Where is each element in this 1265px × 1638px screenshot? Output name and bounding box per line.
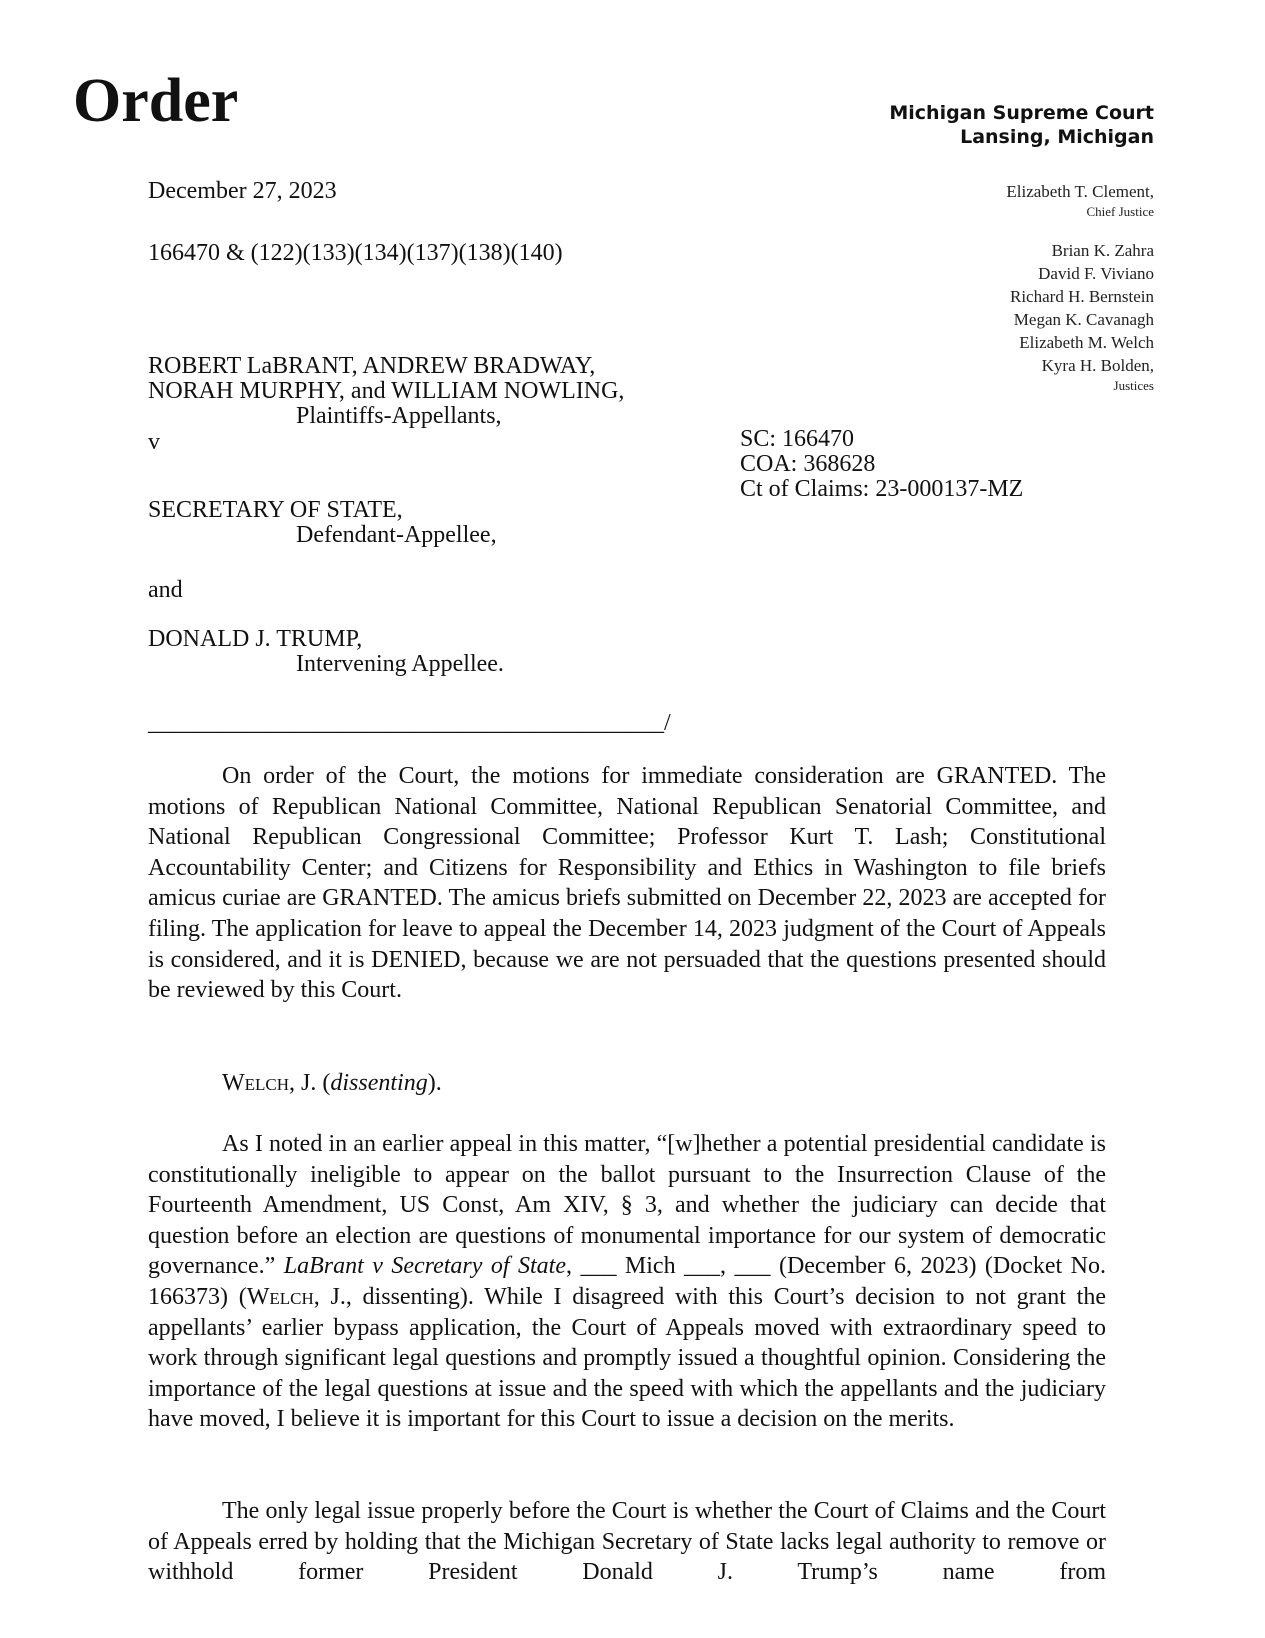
dissent-judge: Welch, J. xyxy=(222,1070,317,1096)
court-location: Lansing, Michigan xyxy=(960,126,1154,148)
court-header xyxy=(889,101,1154,149)
justice-name: Megan K. Cavanagh xyxy=(1013,310,1154,329)
versus: v xyxy=(148,429,160,455)
defendant-name: SECRETARY OF STATE, xyxy=(148,497,403,523)
court-name: Michigan Supreme Court xyxy=(889,102,1154,124)
dissent-heading: Welch, J. (dissenting). xyxy=(222,1070,442,1096)
case-numbers xyxy=(740,427,1023,502)
order-date: December 27, 2023 xyxy=(148,178,337,204)
justice-name: Kyra H. Bolden, xyxy=(1041,356,1154,375)
chief-justice-title: Chief Justice xyxy=(1086,204,1154,219)
plaintiffs-line-1: ROBERT LaBRANT, ANDREW BRADWAY, xyxy=(148,353,596,379)
plaintiffs-role: Plaintiffs-Appellants, xyxy=(296,403,502,429)
order-title: Order xyxy=(73,67,239,135)
and-connector: and xyxy=(148,577,183,603)
case-citation: LaBrant v Secretary of State xyxy=(283,1253,566,1280)
sc-number: SC: 166470 xyxy=(740,426,855,452)
chief-justice-name: Elizabeth T. Clement, xyxy=(1006,182,1154,201)
dissent-label: dissenting xyxy=(330,1070,428,1096)
claims-number: Ct of Claims: 23-000137-MZ xyxy=(740,476,1024,502)
justices-title: Justices xyxy=(1113,378,1154,393)
coa-number: COA: 368628 xyxy=(740,451,876,477)
justice-name: Richard H. Bernstein xyxy=(1010,287,1154,306)
justice-name: Elizabeth M. Welch xyxy=(1019,333,1154,352)
caption-separator: ___________________________________________/ xyxy=(148,710,671,736)
intervenor-role: Intervening Appellee. xyxy=(296,651,504,677)
justice-name: David F. Viviano xyxy=(1038,264,1154,283)
plaintiffs-line-2: NORAH MURPHY, and WILLIAM NOWLING, xyxy=(148,378,625,404)
order-paragraph: On order of the Court, the motions for immediate consideration are GRANTED. The motions of Republican National Committee, National Republican Senatorial Committee, and National Republican Congressional Committee; Professor Kurt T. Lash; Constitutional Accountability Center; and Citizens for Responsibility and Ethics in Washington to file briefs amicus curiae are GRANTED. The amicus briefs submitted on December 22, 2023 are accepted for filing. The application for leave to appeal the December 14, 2023 judgment of the Court of Appeals is considered, and it is DENIED, because we are not persuaded that the questions presented should be reviewed by this Court. xyxy=(148,763,1106,1004)
defendant-role: Defendant-Appellee, xyxy=(296,522,497,548)
dissent-paragraph-2: The only legal issue properly before the Court is whether the Court of Claims and the Court of Appeals erred by holding that the Michigan Secretary of State lacks legal authority to remove or withhold former President Donald J. Trump’s name from xyxy=(148,1498,1106,1586)
dissent-paragraph-1: As I noted in an earlier appeal in this matter, “[w]hether a potential presidential candidate is constitutionally ineligible to appear on the ballot pursuant to the Insurrection Clause of the Fourteenth Amendment, US Const, Am XIV, § 3, and whether the judiciary can decide that question before an election are questions of monumental importance for our system of democratic governance.” LaBrant v Secretary of State, ___ Mich ___, ___ (December 6, 2023) (Docket No. 166373) (Welch, J., dissenting). While I disagreed with this Court’s decision to not grant the appellants’ earlier bypass application, the Court of Appeals moved with extraordinary speed to work through significant legal questions and promptly issued a thoughtful opinion. Considering the importance of the legal questions at issue and the speed with which the appellants and the judiciary have moved, I believe it is important for this Court to issue a decision on the merits. xyxy=(148,1131,1107,1433)
justices-list xyxy=(1006,180,1154,395)
intervenor-name: DONALD J. TRUMP, xyxy=(148,626,363,652)
justice-name: Brian K. Zahra xyxy=(1051,241,1154,260)
docket-line: 166470 & (122)(133)(134)(137)(138)(140) xyxy=(148,240,563,266)
